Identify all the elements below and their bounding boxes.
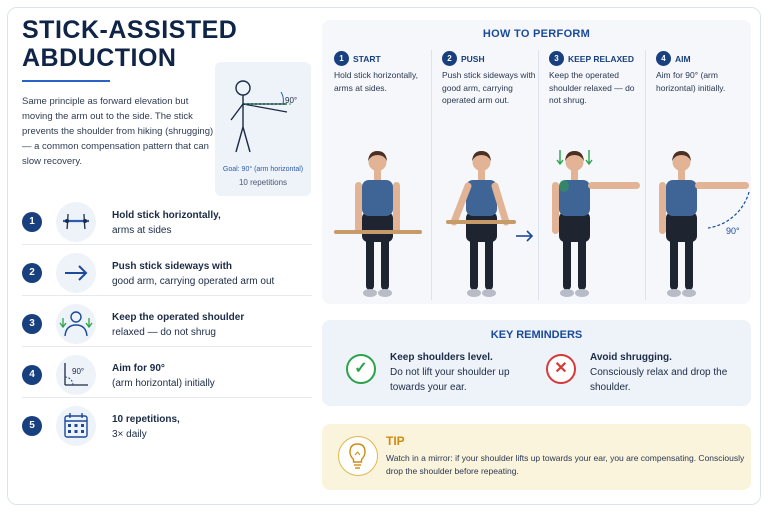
phase-description: Hold stick horizontally, arms at sides.	[334, 70, 418, 93]
step-line-1: 10 repetitions,	[112, 414, 180, 425]
title-line-1: STICK-ASSISTED	[22, 16, 238, 44]
figure-relaxed-illustration	[539, 144, 646, 300]
figure-start-illustration	[324, 144, 431, 300]
phase-keep-relaxed	[538, 50, 645, 300]
reminder-heading: Avoid shrugging.	[590, 352, 672, 363]
stick-icon	[56, 202, 96, 242]
phase-label: PUSH	[461, 53, 485, 64]
phase-aim	[645, 50, 752, 300]
list-item	[22, 194, 312, 245]
step-line-2: arms at sides	[112, 225, 172, 236]
phase-start	[324, 50, 431, 300]
step-line-2: (arm horizontal) initially	[112, 378, 215, 389]
reminders-title: KEY REMINDERS	[490, 329, 583, 341]
step-text	[112, 310, 312, 340]
phase-header	[549, 50, 634, 66]
tip-panel	[322, 424, 751, 490]
calendar-icon	[56, 406, 96, 446]
reminder-text	[590, 350, 730, 395]
arrow-right-icon	[56, 253, 96, 293]
title-line-2: ABDUCTION	[22, 44, 177, 72]
title-underline	[22, 80, 110, 82]
phase-label: START	[353, 53, 381, 64]
phase-header	[442, 50, 485, 66]
tip-text: Watch in a mirror: if your shoulder lifts up towards your ear, you are compensating. Consciously drop the shoulder before repeating.	[386, 453, 745, 476]
reminder-avoid-shrugging	[528, 350, 728, 400]
step-line-2: relaxed — do not shrug	[112, 327, 216, 338]
lightbulb-icon	[338, 436, 378, 476]
cross-icon: ✕	[546, 354, 576, 384]
step-number: 4	[22, 365, 42, 385]
step-number: 1	[22, 212, 42, 232]
step-number: 2	[22, 263, 42, 283]
goal-reps: 10 repetitions	[238, 178, 288, 187]
reminder-body: Do not lift your shoulder up towards your ear.	[390, 367, 510, 393]
step-line-1: Push stick sideways with	[112, 261, 233, 272]
step-number: 3	[22, 314, 42, 334]
list-item	[22, 347, 312, 398]
phase-description: Keep the operated shoulder relaxed — do not shrug.	[549, 70, 635, 105]
stick-figure-illustration	[221, 72, 305, 162]
phase-header	[656, 50, 691, 66]
phase-number: 1	[334, 51, 349, 66]
how-to-perform-panel	[322, 20, 751, 304]
step-text	[112, 361, 312, 391]
phase-push	[431, 50, 538, 300]
step-line-1: Keep the operated shoulder	[112, 312, 245, 323]
reminder-heading: Keep shoulders level.	[390, 352, 493, 363]
step-line-1: Hold stick horizontally,	[112, 210, 221, 221]
reminder-text	[390, 350, 530, 395]
goal-angle-label: 90°	[285, 96, 298, 105]
step-line-2: good arm, carrying operated arm out	[112, 276, 275, 287]
figure-aim-illustration	[646, 144, 753, 300]
list-item	[22, 398, 312, 449]
step-line-2: 3× daily	[112, 429, 147, 440]
perform-title: HOW TO PERFORM	[482, 28, 591, 40]
shoulder-relax-icon	[56, 304, 96, 344]
step-text	[112, 412, 312, 442]
goal-card	[215, 62, 311, 196]
phase-label: KEEP RELAXED	[568, 53, 634, 64]
goal-label: Goal: 90° (arm horizontal)	[222, 166, 304, 173]
phase-description: Aim for 90° (arm horizontal) initially.	[656, 70, 726, 93]
check-icon: ✓	[346, 354, 376, 384]
phase-description: Push stick sideways with good arm, carrying operated arm out.	[442, 70, 536, 105]
phase-number: 4	[656, 51, 671, 66]
phase-header	[334, 50, 381, 66]
angle-90-icon	[56, 355, 96, 395]
reminder-keep-level	[328, 350, 528, 400]
step-text	[112, 208, 312, 238]
aim-angle-label: 90°	[726, 226, 740, 236]
phase-label: AIM	[675, 53, 691, 64]
intro-text: Same principle as forward elevation but moving the arm out to the side. The stick prevents the shoulder from hiking (shrugging) — a common compensation pattern that can slow recovery.	[22, 96, 214, 167]
phase-number: 2	[442, 51, 457, 66]
step-text	[112, 259, 312, 289]
angle-icon-label: 90°	[72, 367, 85, 376]
page-title	[22, 16, 237, 72]
reminder-body: Consciously relax and drop the shoulder.	[590, 367, 728, 393]
list-item	[22, 296, 312, 347]
step-line-1: Aim for 90°	[112, 363, 165, 374]
tip-title: TIP	[386, 434, 405, 448]
key-reminders-panel	[322, 320, 751, 406]
list-item	[22, 245, 312, 296]
figure-push-illustration	[432, 144, 539, 300]
steps-list	[22, 194, 312, 449]
step-number: 5	[22, 416, 42, 436]
phase-number: 3	[549, 51, 564, 66]
